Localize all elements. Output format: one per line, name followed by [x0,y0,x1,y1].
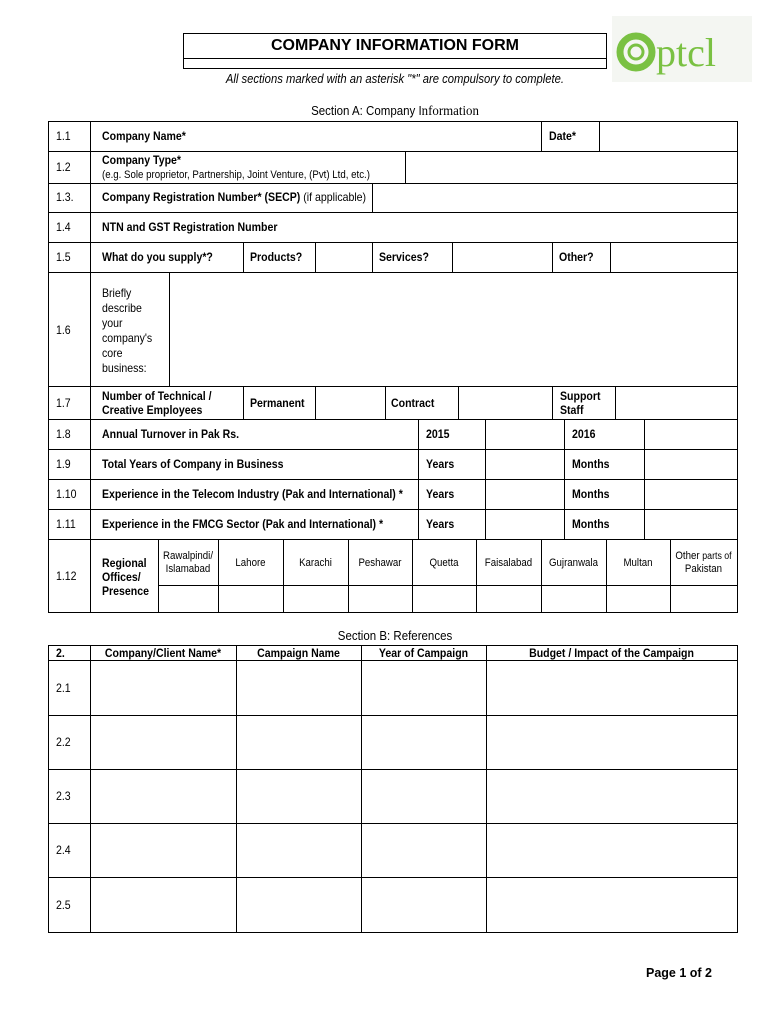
services-label: Services? [379,250,429,264]
row-number: 1.10 [56,487,77,501]
row-number: 1.12 [56,569,77,583]
reference-year-field[interactable] [363,878,485,931]
registration-number-field[interactable] [374,184,736,211]
office-field-other[interactable] [672,587,736,611]
logo-text: ptcl [656,30,716,75]
employees-label: Number of Technical / [102,389,212,403]
city-other: Other parts of [675,550,732,562]
company-name-label: Company Name* [102,129,186,143]
client-name-header: Company/Client Name* [104,646,222,660]
office-field-quetta[interactable] [414,587,475,611]
support-staff-label-2: Staff [560,403,584,417]
date-field[interactable] [601,122,736,150]
row-number: 1.4 [56,220,71,234]
reference-client-field[interactable] [92,770,235,822]
year-of-campaign-header: Year of Campaign [378,646,469,660]
budget-impact-header: Budget / Impact of the Campaign [529,646,694,660]
section-a-title: Section A: Company Information [311,104,479,119]
telecom-months-field[interactable] [646,480,736,508]
office-field-peshawar[interactable] [350,587,411,611]
office-field-multan[interactable] [608,587,669,611]
reference-row-number: 2.3 [56,789,71,803]
business-label-line: describe [102,301,142,315]
reference-year-field[interactable] [363,716,485,768]
office-field-karachi[interactable] [285,587,347,611]
products-field[interactable] [317,243,371,271]
contract-field[interactable] [460,387,551,418]
city-faisalabad: Faisalabad [484,557,533,569]
reference-year-field[interactable] [363,662,485,714]
row-number: 1.8 [56,427,71,441]
permanent-field[interactable] [317,387,384,418]
business-label-line: core [102,346,123,360]
ntn-gst-field[interactable] [374,213,736,241]
company-type-hint: (e.g. Sole proprietor, Partnership, Joint Venture, (Pvt) Ltd, etc.) [102,169,370,181]
section-b-title: Section B: References [337,629,453,643]
turnover-label: Annual Turnover in Pak Rs. [102,427,240,441]
reference-campaign-field[interactable] [238,878,360,931]
city-islamabad: Islamabad [165,563,211,575]
campaign-name-header: Campaign Name [257,646,340,660]
supply-label: What do you supply*? [102,250,213,264]
registration-number-label: Company Registration Number* (SECP) (if applicable) [102,190,367,204]
row-number: 1.7 [56,396,71,410]
years-label: Years [426,457,455,471]
reference-budget-field[interactable] [488,878,736,931]
telecom-experience-label: Experience in the Telecom Industry (Pak and International) * [102,487,403,501]
other-field[interactable] [612,243,736,271]
refs-number-header: 2. [56,646,65,660]
reference-row-number: 2.4 [56,843,71,857]
business-label-line: your [102,316,123,330]
company-type-label: Company Type* [102,153,182,167]
months-label: Months [572,457,610,471]
reference-budget-field[interactable] [488,662,736,714]
office-field-faisalabad[interactable] [478,587,540,611]
other-label: Other? [559,250,594,264]
page-number: Page 1 of 2 [646,966,712,980]
row-number: 1.3. [56,190,74,204]
permanent-label: Permanent [250,396,305,410]
reference-campaign-field[interactable] [238,716,360,768]
business-label-line: Briefly [102,286,132,300]
city-quetta: Quetta [429,557,459,569]
company-name-field[interactable] [100,122,540,150]
reference-year-field[interactable] [363,824,485,876]
reference-client-field[interactable] [92,824,235,876]
reference-budget-field[interactable] [488,770,736,822]
office-field-rawalpindi[interactable] [160,587,217,611]
business-label-line: company's [102,331,153,345]
business-description-field[interactable] [171,273,736,385]
fmcg-months-field[interactable] [646,510,736,538]
turnover-2015-field[interactable] [487,420,563,448]
years-in-business-label: Total Years of Company in Business [102,457,284,471]
regional-label-line: Offices/ [102,570,141,584]
ntn-gst-label: NTN and GST Registration Number [102,220,278,234]
months-label: Months [572,517,610,531]
city-multan: Multan [623,557,653,569]
row-number: 1.2 [56,160,71,174]
business-label-line: business: [102,361,147,375]
form-title: COMPANY INFORMATION FORM [184,34,606,59]
business-months-field[interactable] [646,450,736,478]
row-number: 1.5 [56,250,71,264]
contract-label: Contract [391,396,435,410]
reference-row-number: 2.1 [56,681,71,695]
regional-label-line: Regional [102,556,147,570]
reference-client-field[interactable] [92,878,235,931]
city-lahore: Lahore [235,557,266,569]
telecom-years-field[interactable] [487,480,563,508]
years-label: Years [426,487,455,501]
office-field-gujranwala[interactable] [543,587,605,611]
date-label: Date* [549,129,577,143]
reference-row-number: 2.2 [56,735,71,749]
reference-budget-field[interactable] [488,716,736,768]
city-rawalpindi: Rawalpindi/ [162,550,214,562]
reference-client-field[interactable] [92,662,235,714]
turnover-2016-field[interactable] [646,420,736,448]
form-subtitle: All sections marked with an asterisk "*" are compulsory to complete. [225,72,565,86]
reference-campaign-field[interactable] [238,824,360,876]
reference-client-field[interactable] [92,716,235,768]
support-staff-field[interactable] [617,387,736,418]
fmcg-years-field[interactable] [487,510,563,538]
reference-year-field[interactable] [363,770,485,822]
row-number: 1.11 [56,517,76,531]
row-number: 1.9 [56,457,71,471]
ptcl-logo [612,16,752,82]
row-number: 1.6 [56,323,71,337]
city-other-pakistan: Pakistan [684,563,723,575]
employees-label-2: Creative Employees [102,403,203,417]
services-field[interactable] [454,243,551,271]
reference-row-number: 2.5 [56,898,71,912]
years-label: Years [426,517,455,531]
business-years-field[interactable] [487,450,563,478]
reference-budget-field[interactable] [488,824,736,876]
fmcg-experience-label: Experience in the FMCG Sector (Pak and International) * [102,517,384,531]
company-type-field[interactable] [407,152,736,182]
row-number: 1.1 [56,129,71,143]
city-gujranwala: Gujranwala [549,557,598,569]
city-peshawar: Peshawar [358,557,402,569]
reference-campaign-field[interactable] [238,662,360,714]
year-2016-label: 2016 [572,427,596,441]
months-label: Months [572,487,610,501]
form-title-box [183,33,607,69]
products-label: Products? [250,250,303,264]
office-field-lahore[interactable] [220,587,282,611]
regional-label-line: Presence [102,584,149,598]
year-2015-label: 2015 [426,427,450,441]
support-staff-label: Support [560,389,601,403]
reference-campaign-field[interactable] [238,770,360,822]
city-karachi: Karachi [299,557,332,569]
